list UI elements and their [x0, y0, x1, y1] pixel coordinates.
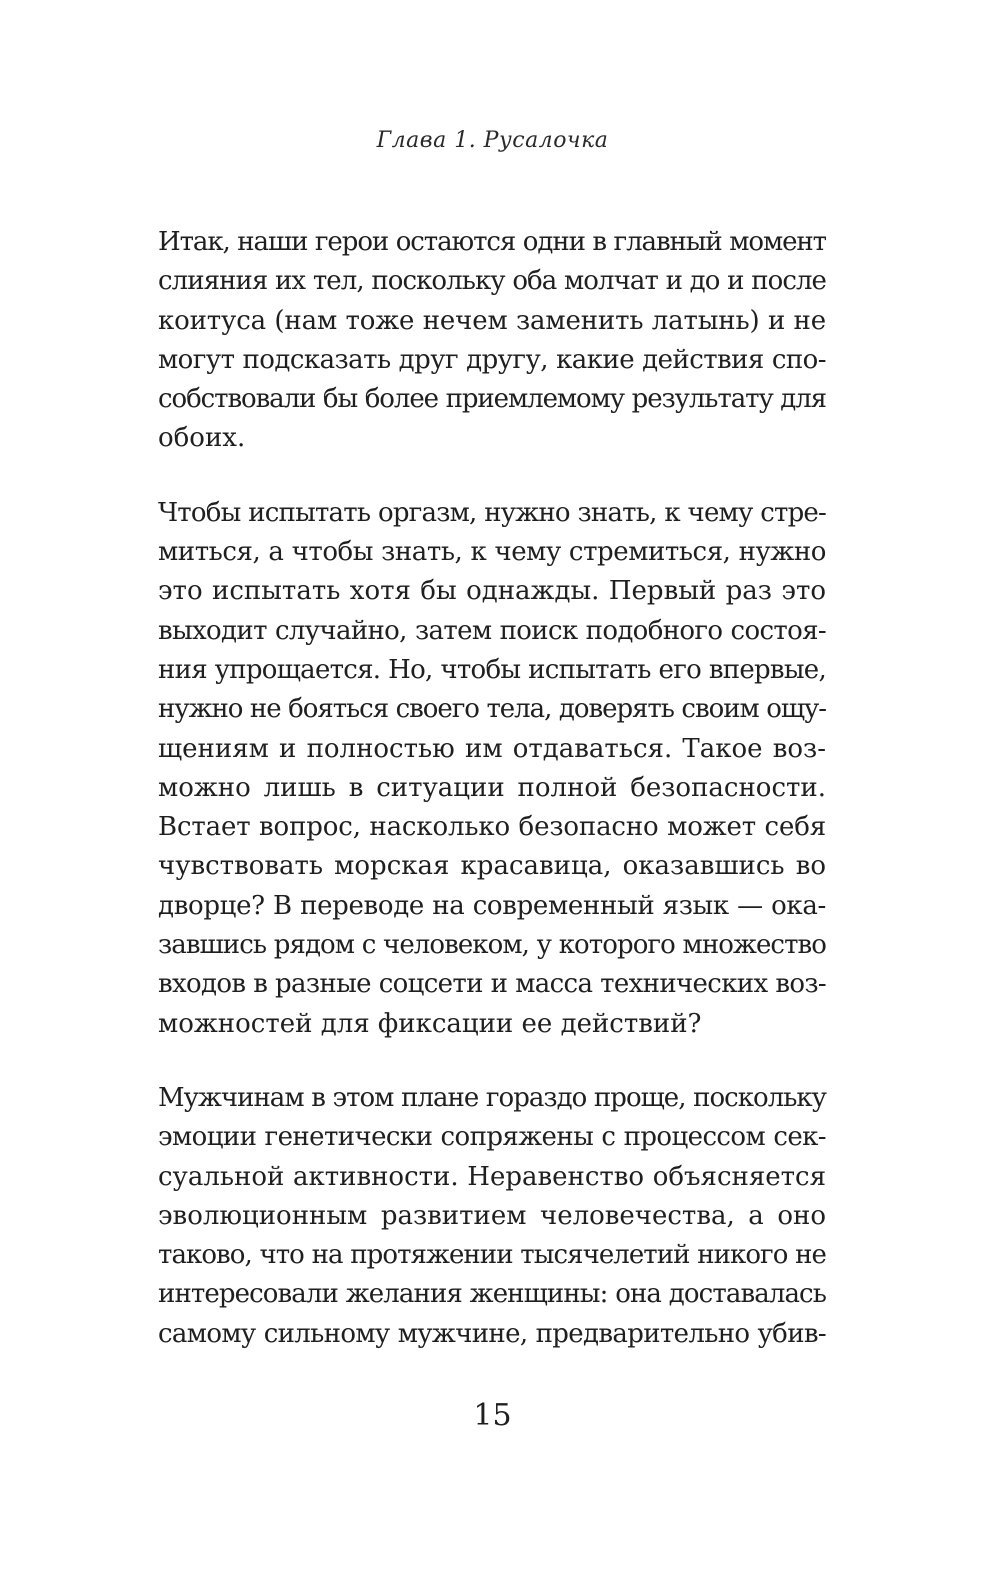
text-line: завшись рядом с человеком, у которого множество — [158, 930, 826, 961]
text-line: слияния их тел, поскольку оба молчат и до и после — [158, 266, 826, 297]
text-line: эволюционным развитием человечества, а оно — [158, 1200, 826, 1231]
text-line: собствовали бы более приемлемому результату для — [158, 384, 826, 415]
text-line: Итак, наши герои остаются одни в главный момент — [158, 227, 826, 257]
text-line: Чтобы испытать оргазм, нужно знать, к чему стре- — [158, 497, 826, 528]
text-line: чувствовать морская красавица, оказавшись во — [158, 851, 826, 882]
page-number: 15 — [473, 1398, 512, 1433]
text-line: самому сильному мужчине, предварительно убив- — [158, 1318, 826, 1349]
text-line: интересовали желания женщины: она доставалась — [158, 1279, 826, 1310]
text-line: коитуса (нам тоже нечем заменить латынь) и не — [158, 305, 826, 336]
text-line: обоих. — [158, 423, 246, 454]
text-line: входов в разные соцсети и масса технических воз- — [158, 969, 826, 1000]
text-line: эмоции генетически сопряжены с процессом сек- — [158, 1122, 826, 1153]
text-line: это испытать хотя бы однажды. Первый раз это — [158, 576, 826, 607]
running-head: Глава 1. Русалочка — [376, 128, 609, 153]
text-line: суальной активности. Неравенство объясняется — [158, 1161, 826, 1192]
paragraph-2 — [158, 494, 826, 1044]
paragraph-1 — [158, 223, 826, 459]
text-line: можностей для фиксации ее действий? — [158, 1008, 702, 1039]
text-line: Мужчинам в этом плане гораздо проще, поскольку — [158, 1082, 826, 1113]
text-line: щениям и полностью им отдаваться. Такое воз- — [158, 733, 826, 764]
text-line: ния упрощается. Но, чтобы испытать его впервые, — [158, 654, 826, 685]
text-line: нужно не бояться своего тела, доверять своим ощу- — [158, 694, 826, 725]
text-line: Встает вопрос, насколько безопасно может себя — [158, 812, 826, 843]
paragraph-3 — [158, 1079, 826, 1354]
text-line: выходит случайно, затем поиск подобного состоя- — [158, 615, 826, 646]
text-line: могут подсказать друг другу, какие действия спо- — [158, 344, 826, 375]
text-line: дворце? В переводе на современный язык — ока- — [158, 890, 826, 921]
text-line: таково, что на протяжении тысячелетий никого не — [158, 1240, 826, 1271]
body-text — [158, 223, 826, 1389]
text-line: миться, а чтобы знать, к чему стремиться, нужно — [158, 537, 826, 568]
text-line: можно лишь в ситуации полной безопасности. — [158, 772, 826, 803]
